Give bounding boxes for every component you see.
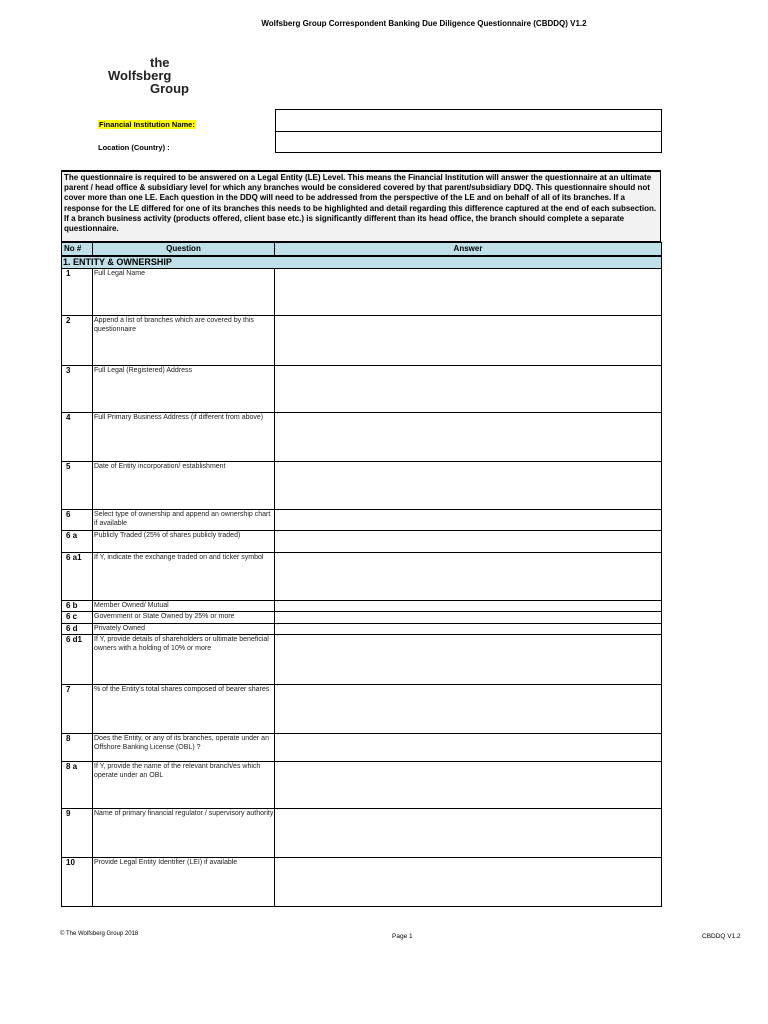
question-text: Select type of ownership and append an ownership chart if available	[93, 510, 275, 531]
answer-cell[interactable]	[275, 685, 662, 734]
answer-cell[interactable]	[275, 462, 662, 510]
answer-cell[interactable]	[275, 762, 662, 809]
question-number: 6 a1	[62, 553, 93, 601]
answer-cell[interactable]	[275, 624, 662, 635]
answer-cell[interactable]	[275, 809, 662, 858]
question-text: Append a list of branches which are covered by this questionnaire	[93, 316, 275, 366]
question-text: Full Legal Name	[93, 269, 275, 316]
document-title: Wolfsberg Group Correspondent Banking Due Diligence Questionnaire (CBDDQ) V1.2	[261, 19, 587, 28]
table-row	[62, 624, 662, 635]
answer-cell[interactable]	[275, 612, 662, 624]
answer-mark: `	[276, 762, 279, 769]
table-row	[62, 762, 662, 809]
table-row	[62, 553, 662, 601]
answer-mark: `	[276, 734, 279, 741]
institution-name-label: Financial Institution Name:	[99, 120, 195, 129]
answer-cell[interactable]	[275, 601, 662, 612]
answer-mark: `	[276, 510, 279, 517]
question-text: Date of Entity incorporation/ establishment	[93, 462, 275, 510]
question-text: Full Legal (Registered) Address	[93, 366, 275, 413]
answer-mark: `	[276, 553, 279, 560]
institution-name-field[interactable]	[276, 110, 661, 131]
table-row	[62, 316, 662, 366]
table-row	[62, 269, 662, 316]
answer-mark: `	[276, 809, 279, 816]
footer-copyright: © The Wolfsberg Group 2018	[60, 931, 139, 937]
question-text: If Y, provide the name of the relevant branch/es which operate under an OBL	[93, 762, 275, 809]
wolfsberg-logo	[108, 56, 189, 95]
question-text: % of the Entity's total shares composed of bearer shares	[93, 685, 275, 734]
question-number: 6 c	[62, 612, 93, 624]
table-row	[62, 858, 662, 907]
table-row	[62, 510, 662, 531]
table-row	[62, 612, 662, 624]
section-header-row	[62, 256, 662, 269]
location-label: Location (Country) :	[98, 143, 170, 152]
table-row	[62, 601, 662, 612]
question-text: Full Primary Business Address (if different from above)	[93, 413, 275, 462]
answer-mark: `	[276, 531, 279, 538]
question-number: 5	[62, 462, 93, 510]
answer-cell[interactable]	[275, 366, 662, 413]
footer-version: CBDDQ V1.2	[702, 933, 741, 940]
footer-page-number: Page 1	[392, 933, 413, 940]
table-header-row	[62, 243, 662, 257]
question-number: 6 a	[62, 531, 93, 553]
table-row	[62, 413, 662, 462]
answer-cell[interactable]	[275, 734, 662, 762]
answer-mark: `	[276, 601, 279, 608]
answer-cell[interactable]	[275, 635, 662, 685]
table-row	[62, 809, 662, 858]
logo-line-3: Group	[150, 81, 189, 96]
table-row	[62, 366, 662, 413]
question-text: Privately Owned	[93, 624, 275, 635]
answer-mark: `	[276, 269, 279, 276]
answer-cell[interactable]	[275, 531, 662, 553]
table-row	[62, 734, 662, 762]
question-text: Does the Entity, or any of its branches, operate under an Offshore Banking License (OBL) ?	[93, 734, 275, 762]
answer-mark: `	[276, 858, 279, 865]
col-header-no: No #	[62, 243, 93, 257]
question-number: 4	[62, 413, 93, 462]
question-text: Government or State Owned by 25% or more	[93, 612, 275, 624]
location-field[interactable]	[276, 132, 661, 152]
question-number: 7	[62, 685, 93, 734]
question-text: Provide Legal Entity Identifier (LEI) if available	[93, 858, 275, 907]
answer-mark: `	[276, 413, 279, 420]
col-header-question: Question	[93, 243, 275, 257]
question-text: Member Owned/ Mutual	[93, 601, 275, 612]
answer-cell[interactable]	[275, 316, 662, 366]
question-text: If Y, indicate the exchange traded on and ticker symbol	[93, 553, 275, 601]
question-number: 9	[62, 809, 93, 858]
section-title: 1. ENTITY & OWNERSHIP	[62, 256, 662, 269]
logo-line-1: the	[150, 55, 170, 70]
question-number: 8 a	[62, 762, 93, 809]
logo-line-2: Wolfsberg	[108, 68, 172, 83]
answer-mark: `	[276, 685, 279, 692]
question-number: 1	[62, 269, 93, 316]
intro-instructions: The questionnaire is required to be answered on a Legal Entity (LE) Level. This means the Financial Institution will answer the questionnaire at an ultimate parent / head office & subsidiary level for which any branches would be considered covered by that parent/subsidiary DDQ. This questionnaire should not cover more than one LE. Each question in the DDQ will need to be addressed from the perspective of the LE and on behalf of all of its branches. If a response for the LE differed for one of its branches this needs to be highlighted and detail regarding this difference captured at the end of each subsection. If a branch business activity (products offered, client base etc.) is significantly different than its head office, the branch should complete a separate questionnaire.	[61, 170, 661, 242]
table-row	[62, 635, 662, 685]
answer-mark: `	[276, 462, 279, 469]
answer-cell[interactable]	[275, 413, 662, 462]
question-number: 8	[62, 734, 93, 762]
question-text: Name of primary financial regulator / supervisory authority	[93, 809, 275, 858]
col-header-answer: Answer	[275, 243, 662, 257]
table-row	[62, 531, 662, 553]
answer-cell[interactable]	[275, 858, 662, 907]
question-number: 10	[62, 858, 93, 907]
question-text: If Y, provide details of shareholders or ultimate beneficial owners with a holding of 10% or more	[93, 635, 275, 685]
table-row	[62, 685, 662, 734]
answer-cell[interactable]	[275, 510, 662, 531]
question-text: Publicly Traded (25% of shares publicly traded)	[93, 531, 275, 553]
questionnaire-table	[61, 242, 662, 907]
table-row	[62, 462, 662, 510]
question-number: 6 d	[62, 624, 93, 635]
institution-fields	[275, 109, 662, 153]
question-number: 6 b	[62, 601, 93, 612]
question-number: 6	[62, 510, 93, 531]
question-number: 6 d1	[62, 635, 93, 685]
answer-cell[interactable]	[275, 269, 662, 316]
answer-mark: `	[276, 635, 279, 642]
answer-cell[interactable]	[275, 553, 662, 601]
question-number: 3	[62, 366, 93, 413]
question-number: 2	[62, 316, 93, 366]
answer-mark: `	[276, 612, 279, 619]
answer-mark: `	[276, 624, 279, 631]
